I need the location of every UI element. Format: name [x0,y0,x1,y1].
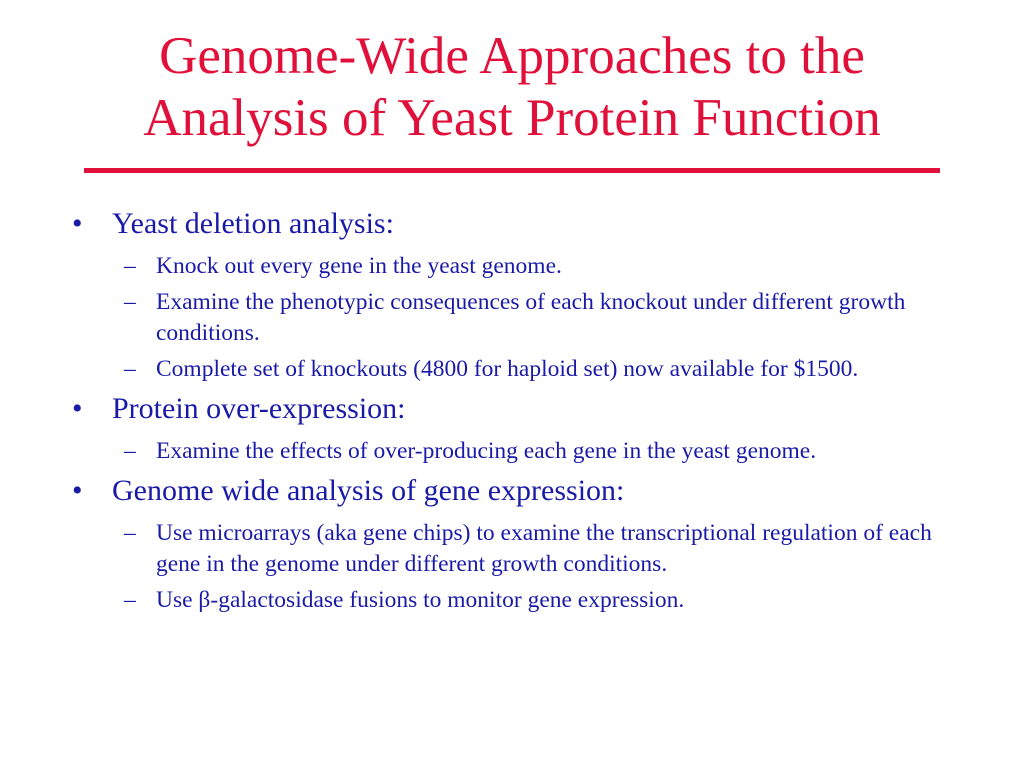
bullet-text: Genome wide analysis of gene expression: [112,474,625,507]
sub-bullet-text: Use microarrays (aka gene chips) to examine the transcriptional regulation of each gene in the genome under different growth conditions. [156,520,932,577]
sub-bullet-text: Use β-galactosidase fusions to monitor gene expression. [156,587,685,613]
slide-title-line: Genome-Wide Approaches to the [159,27,865,85]
sub-bullet-text: Examine the phenotypic consequences of each knockout under different growth conditions. [156,289,906,346]
bullet-icon: • [72,474,83,507]
bullet-item [72,390,952,428]
sub-bullet-text: Examine the effects of over-producing each gene in the yeast genome. [156,438,817,464]
dash-icon: – [124,587,136,613]
dash-icon: – [124,289,136,315]
bullet-text: Yeast deletion analysis: [112,207,394,240]
dash-icon: – [124,438,136,464]
dash-icon: – [124,253,136,279]
slide-title [60,25,964,149]
sub-bullet-text: Knock out every gene in the yeast genome. [156,253,562,279]
sub-bullet-item [72,436,936,467]
sub-bullet-item [72,354,936,385]
slide-body [72,205,952,621]
sub-bullet-item [72,287,936,349]
slide-title-line: Analysis of Yeast Protein Function [143,89,881,147]
sub-bullet-item [72,518,936,580]
dash-icon: – [124,356,136,382]
sub-bullet-text: Complete set of knockouts (4800 for haploid set) now available for $1500. [156,356,859,382]
bullet-icon: • [72,392,83,425]
bullet-icon: • [72,207,83,240]
title-underline-rule [84,168,940,173]
bullet-text: Protein over-expression: [112,392,406,425]
sub-bullet-item [72,585,936,616]
sub-bullet-item [72,251,936,282]
dash-icon: – [124,520,136,546]
bullet-item [72,472,952,510]
bullet-item [72,205,952,243]
